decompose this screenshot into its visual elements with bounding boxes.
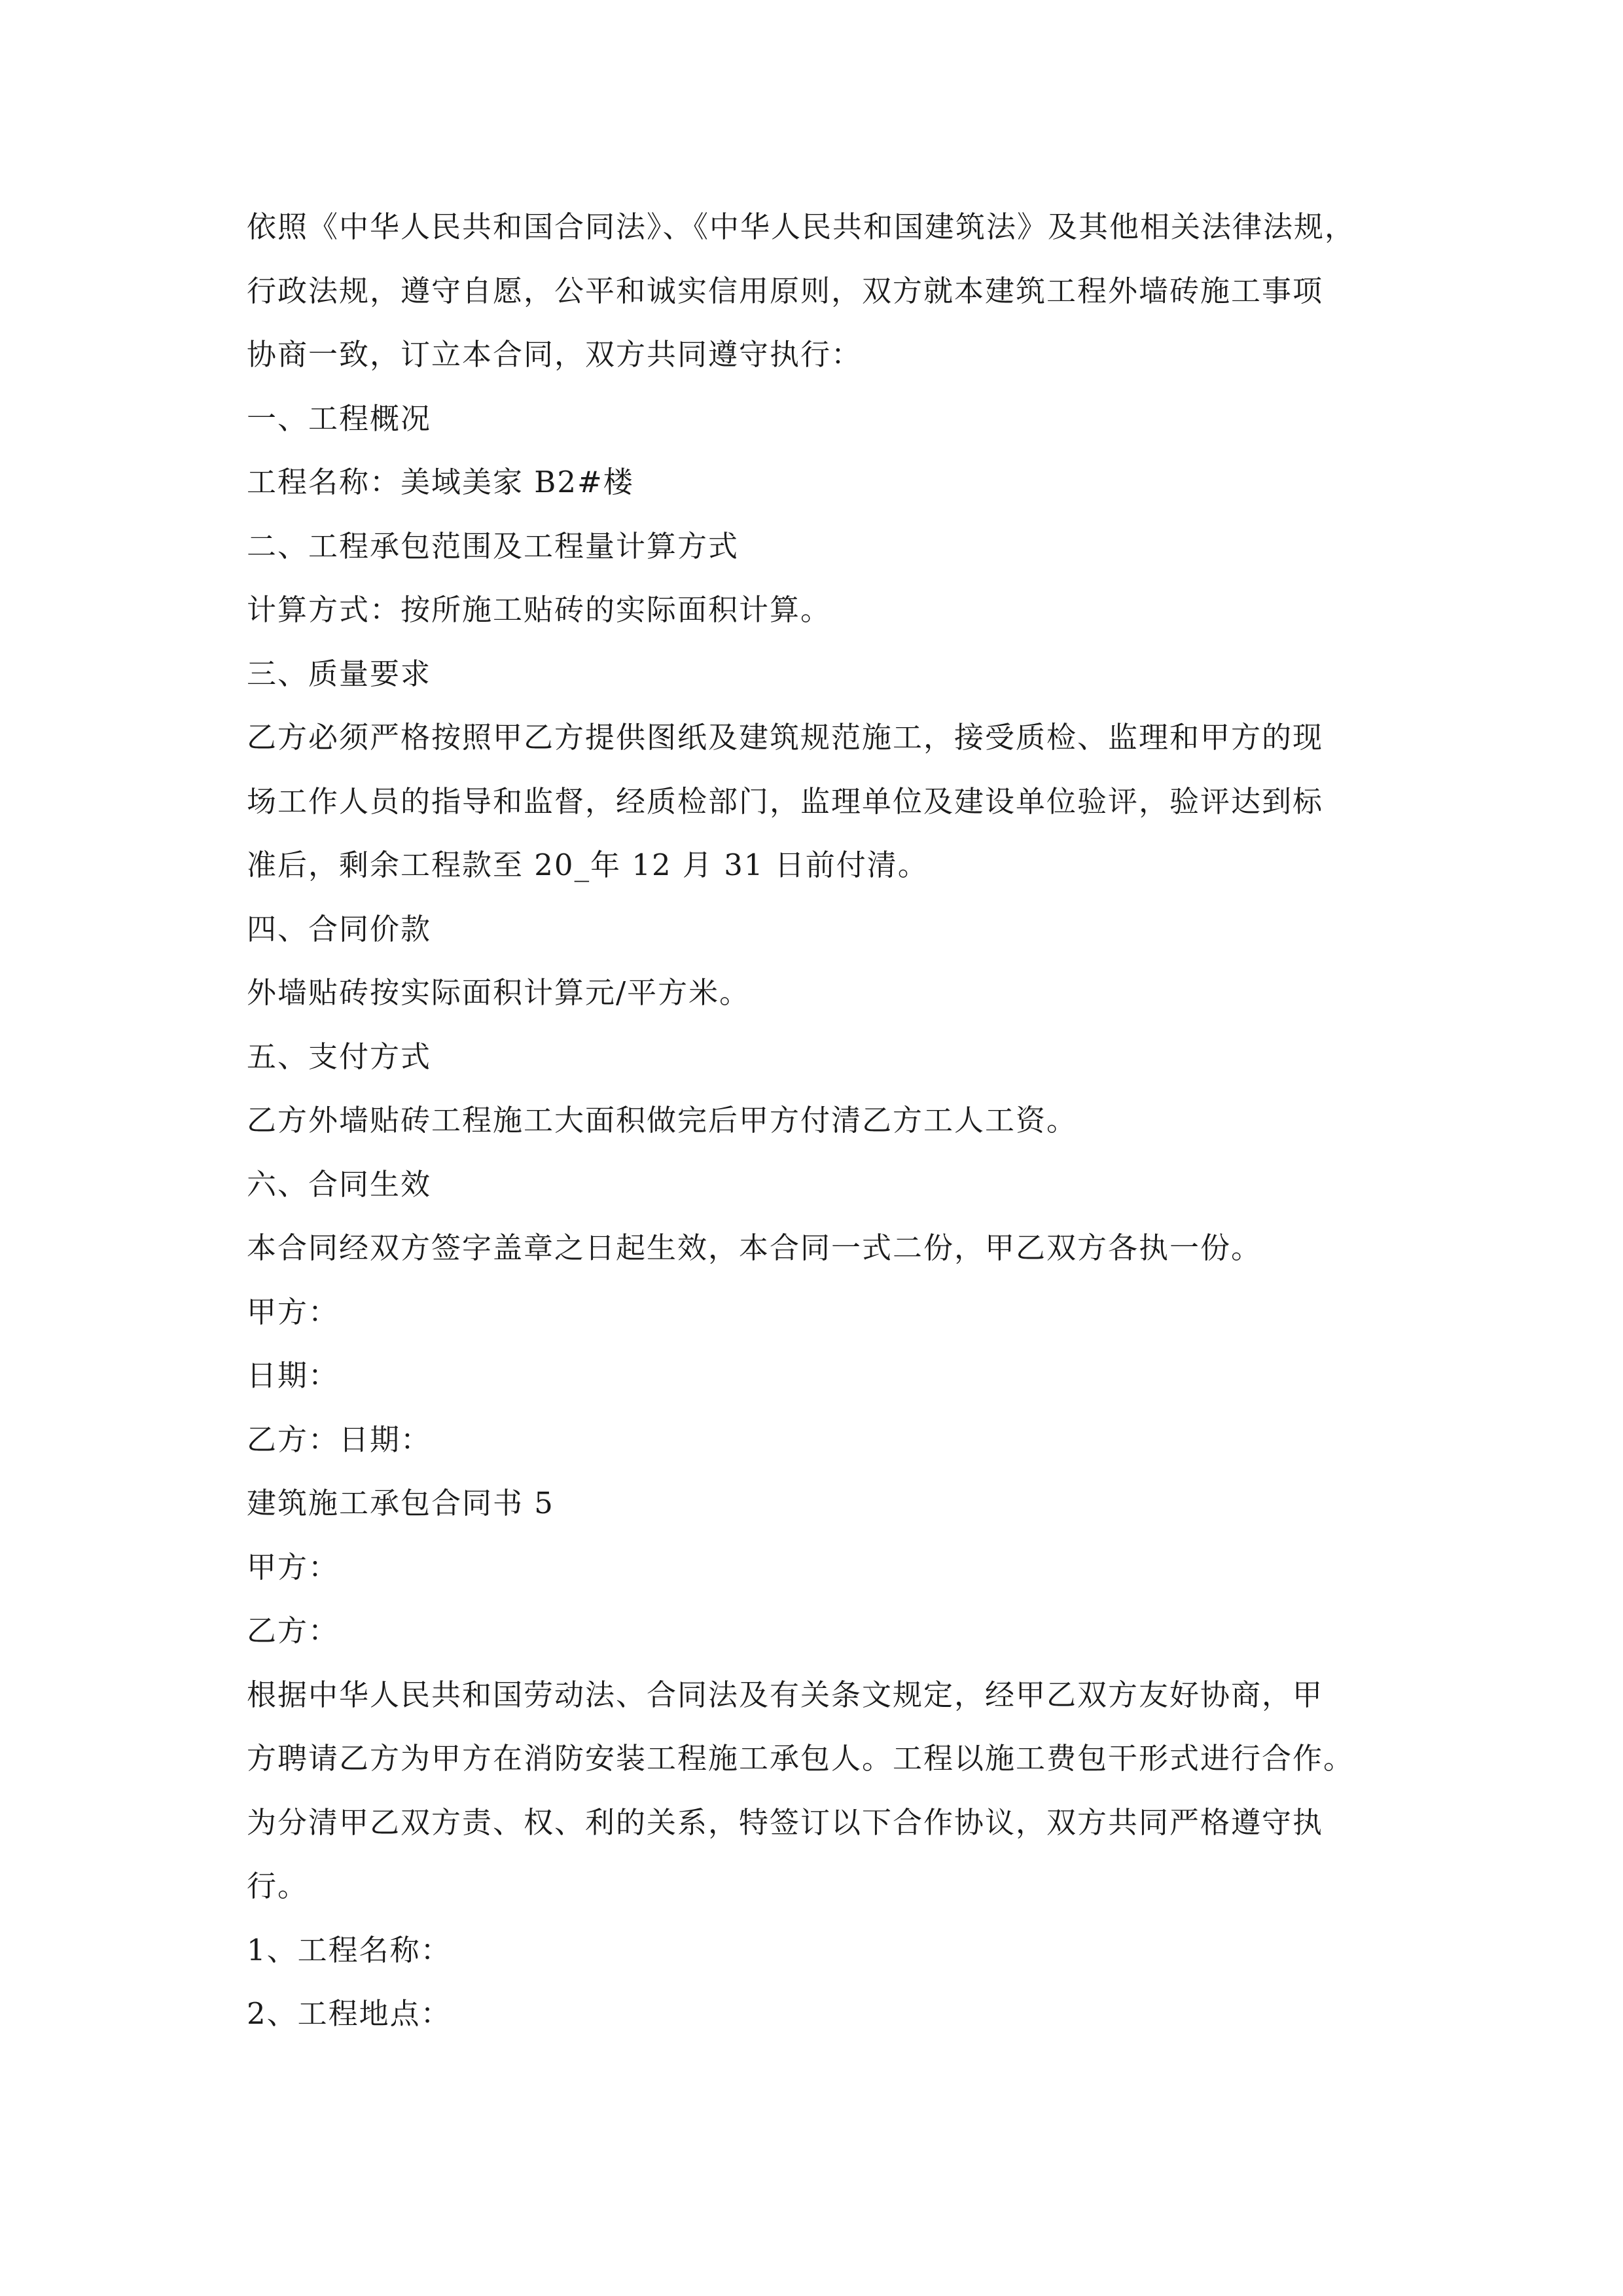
text-line: 依照《中华人民共和国合同法》、《中华人民共和国建筑法》及其他相关法律法规， [247,209,1356,244]
party-field: 甲方： [247,1549,340,1585]
text-line: 乙方必须严格按照甲乙方提供图纸及建筑规范施工，接受质检、监理和甲方的现 [247,720,1324,755]
date-field: 日期： [247,1358,340,1393]
text-line: 准后，剩余工程款至 20_年 12 月 31 日前付清。 [247,848,929,882]
section-heading: 三、质量要求 [247,656,432,691]
section-heading: 二、工程承包范围及工程量计算方式 [247,528,740,564]
text-line: 协商一致，订立本合同，双方共同遵守执行： [247,337,863,372]
signature-field: 甲方： [247,1294,340,1329]
text-line: 为分清甲乙双方责、权、利的关系，特签订以下合作协议，双方共同严格遵守执 [247,1804,1324,1840]
text-line: 场工作人员的指导和监督，经质检部门，监理单位及建设单位验评，验评达到标 [247,783,1324,819]
signature-field: 乙方：日期： [247,1422,432,1457]
text-line: 乙方外墙贴砖工程施工大面积做完后甲方付清乙方工人工资。 [247,1103,1078,1138]
section-heading: 五、支付方式 [247,1039,432,1074]
list-item: 2、工程地点： [247,1996,452,2031]
text-line: 工程名称：美域美家 B2#楼 [247,465,634,499]
text-line: 外墙贴砖按实际面积计算元/平方米。 [247,975,751,1010]
document-body [247,195,1412,2046]
text-line: 本合同经双方签字盖章之日起生效，本合同一式二份，甲乙双方各执一份。 [247,1230,1262,1265]
text-line: 计算方式：按所施工贴砖的实际面积计算。 [247,592,832,627]
party-field: 乙方： [247,1613,340,1648]
section-heading: 六、合同生效 [247,1166,432,1202]
text-line: 行。 [247,1869,309,1903]
section-heading: 四、合同价款 [247,911,432,946]
text-line: 行政法规，遵守自愿，公平和诚实信用原则，双方就本建筑工程外墙砖施工事项 [247,273,1324,308]
text-line: 根据中华人民共和国劳动法、合同法及有关条文规定，经甲乙双方友好协商，甲 [247,1677,1324,1712]
text-line: 方聘请乙方为甲方在消防安装工程施工承包人。工程以施工费包干形式进行合作。 [247,1741,1355,1776]
section-heading: 一、工程概况 [247,401,432,436]
document-title: 建筑施工承包合同书 5 [247,1486,554,1520]
list-item: 1、工程名称： [247,1932,452,1967]
